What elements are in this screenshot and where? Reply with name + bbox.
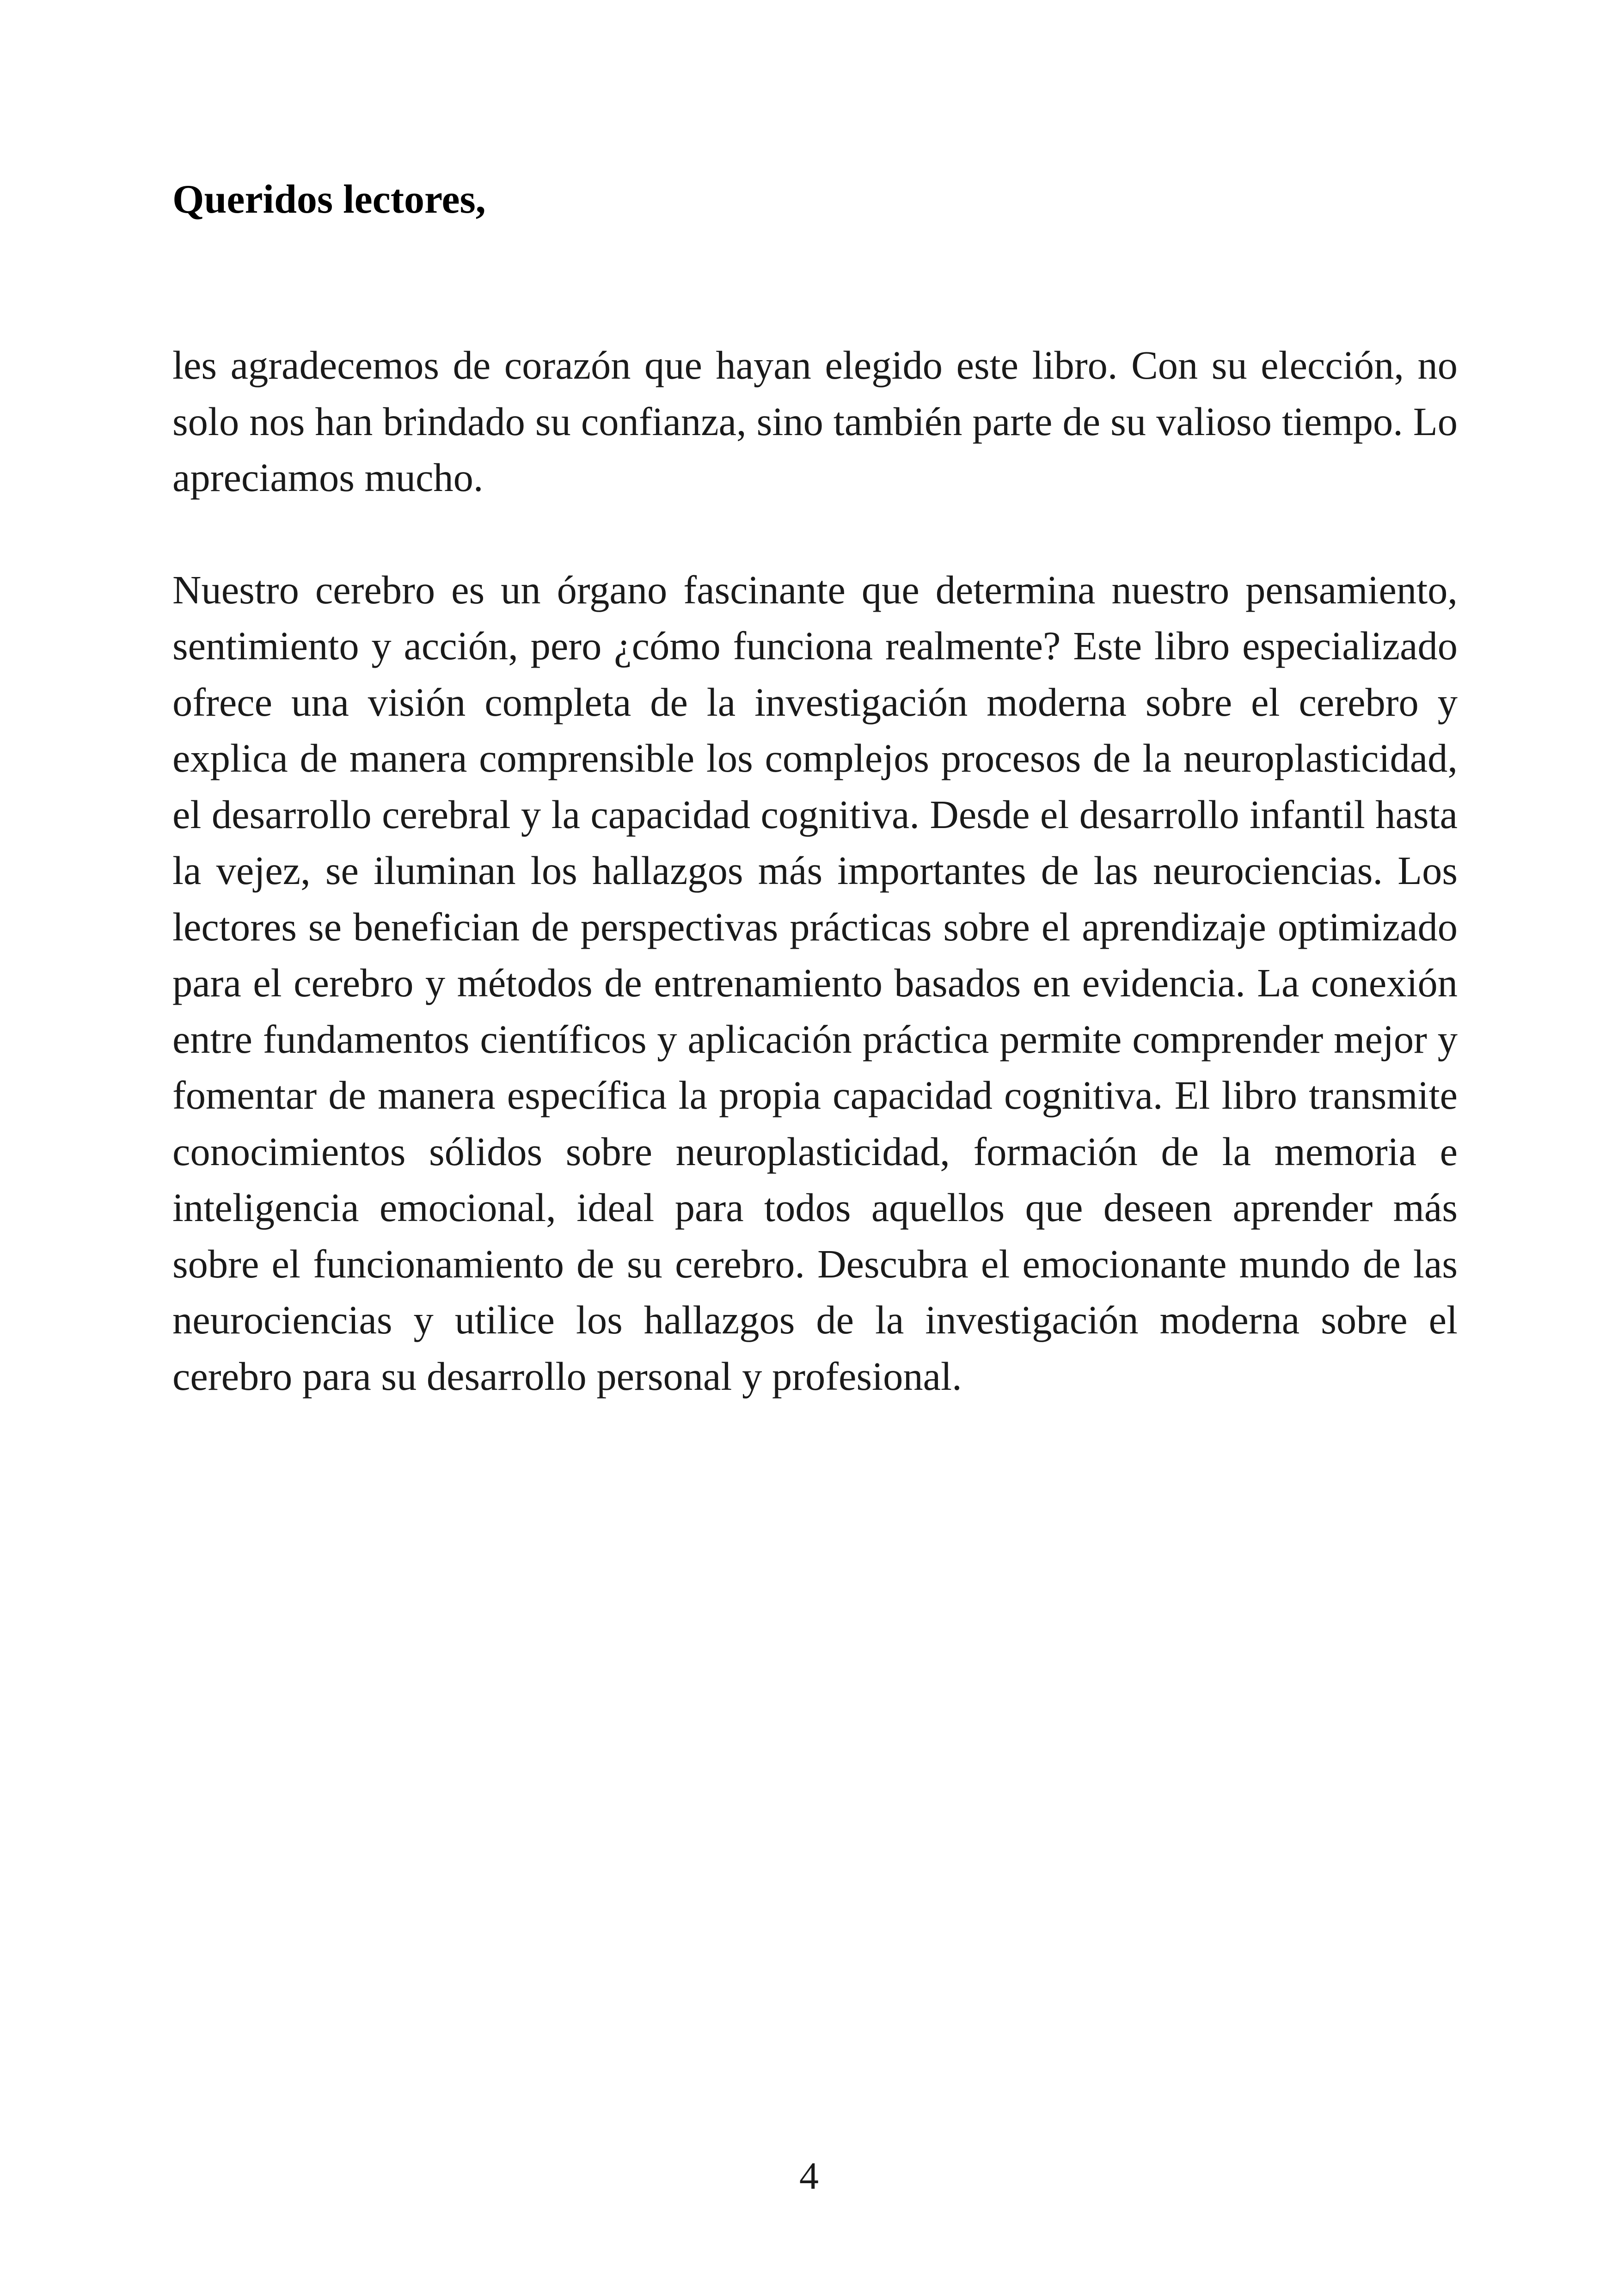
- paragraph-thanks: les agradecemos de corazón que hayan elegido este libro. Con su elección, no solo nos han brindado su confianza, sino también parte de su valioso tiempo. Lo apreciamos mucho.: [172, 343, 1458, 500]
- letter-body: [172, 338, 1458, 1461]
- page-number: 4: [799, 2155, 819, 2198]
- letter-greeting: Queridos lectores,: [172, 177, 486, 222]
- paragraph-book-description: Nuestro cerebro es un órgano fascinante que determina nuestro pensamiento, sentimiento y acción, pero ¿cómo funciona realmente? Este libro especializado ofrece una visión completa de la investigación moderna sobre el cerebro y explica de manera comprensible los complejos procesos de la neuroplasticidad, el desarrollo cerebral y la capacidad cognitiva. Desde el desarrollo infantil hasta la vejez, se iluminan los hallazgos más importantes de las neurociencias. Los lectores se benefician de perspectivas prácticas sobre el aprendizaje optimizado para el cerebro y métodos de entrenamiento basados en evidencia. La conexión entre fundamentos científicos y aplicación práctica permite comprender mejor y fomentar de manera específica la propia capacidad cognitiva. El libro transmite conocimientos sólidos sobre neuroplasticidad, formación de la memoria e inteligencia emocional, ideal para todos aquellos que deseen aprender más sobre el funcionamiento de su cerebro. Descubra el emocionante mundo de las neurociencias y utilice los hallazgos de la investigación moderna sobre el cerebro para su desarrollo personal y profesional.: [172, 567, 1458, 1399]
